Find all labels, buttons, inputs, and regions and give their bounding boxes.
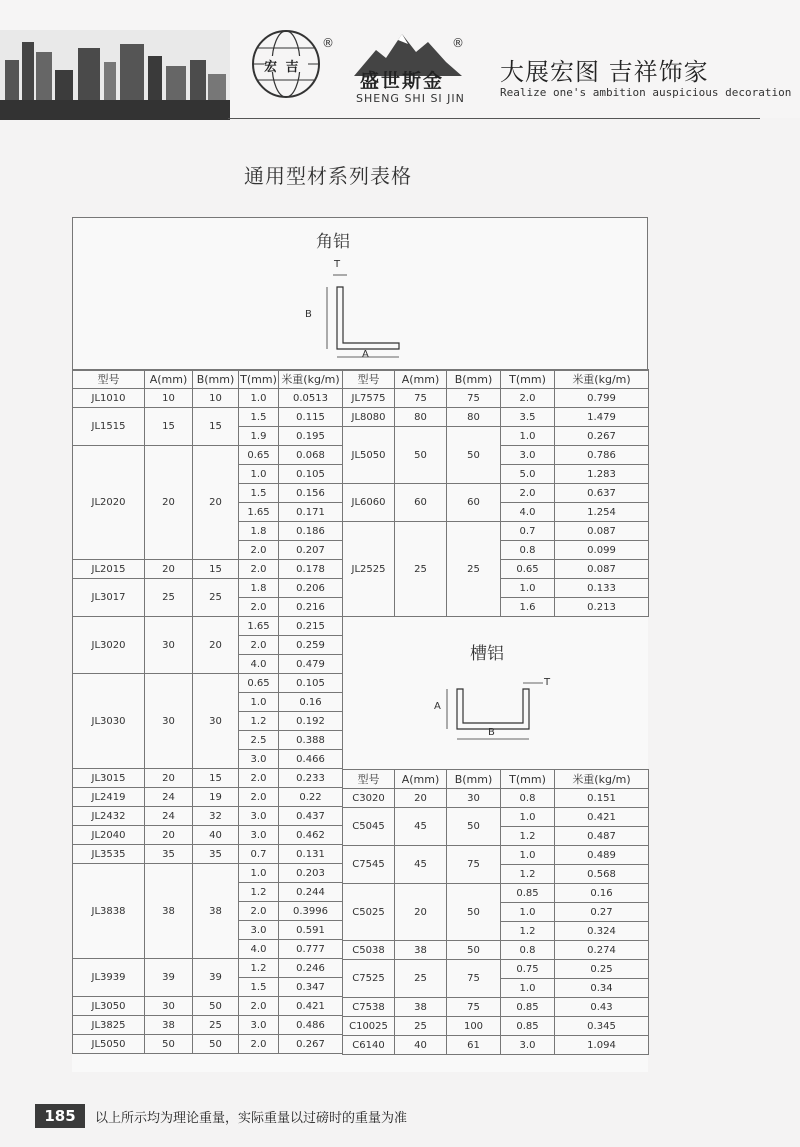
- cell-t: 0.85: [501, 884, 555, 903]
- cell-w: 0.131: [279, 845, 343, 864]
- column-header: 型号: [343, 370, 395, 389]
- cell-model: JL3050: [73, 997, 145, 1016]
- cell-t: 1.2: [501, 865, 555, 884]
- cell-model: JL8080: [343, 408, 395, 427]
- cell-t: 1.0: [501, 579, 555, 598]
- cell-w: 0.466: [279, 750, 343, 769]
- cell-w: 0.233: [279, 769, 343, 788]
- column-header: 米重(kg/m): [555, 370, 649, 389]
- column-header: T(mm): [239, 370, 279, 389]
- cell-t: 4.0: [501, 503, 555, 522]
- table-row: [343, 484, 649, 503]
- cell-a: 80: [395, 408, 447, 427]
- cell-a: 45: [395, 846, 447, 884]
- cell-w: 0.43: [555, 998, 649, 1017]
- cell-w: 0.462: [279, 826, 343, 845]
- cell-w: 0.16: [555, 884, 649, 903]
- cell-w: 0.591: [279, 921, 343, 940]
- cell-w: 1.283: [555, 465, 649, 484]
- page-footer: [35, 1104, 800, 1128]
- cell-t: 2.0: [239, 598, 279, 617]
- cell-t: 2.0: [239, 788, 279, 807]
- cell-w: 0.186: [279, 522, 343, 541]
- table-row: [343, 408, 649, 427]
- table-row: [73, 674, 343, 693]
- cell-w: 0.178: [279, 560, 343, 579]
- cell-b: 30: [447, 789, 501, 808]
- cell-a: 20: [395, 789, 447, 808]
- column-header: A(mm): [395, 370, 447, 389]
- table-row: [73, 389, 343, 408]
- cell-w: 0.206: [279, 579, 343, 598]
- cell-model: C3020: [343, 789, 395, 808]
- cell-t: 3.0: [239, 1016, 279, 1035]
- cell-model: C7545: [343, 846, 395, 884]
- cell-w: 1.479: [555, 408, 649, 427]
- cell-b: 75: [447, 846, 501, 884]
- cell-a: 38: [145, 864, 193, 959]
- cell-t: 3.0: [239, 826, 279, 845]
- cell-a: 10: [145, 389, 193, 408]
- cell-model: JL5050: [73, 1035, 145, 1054]
- cell-w: 0.213: [555, 598, 649, 617]
- table-row: [343, 846, 649, 865]
- cell-w: 0.195: [279, 427, 343, 446]
- cell-b: 15: [193, 769, 239, 788]
- profile-sheet: [72, 217, 648, 1072]
- cell-t: 4.0: [239, 940, 279, 959]
- cell-w: 0.203: [279, 864, 343, 883]
- cell-t: 1.2: [501, 827, 555, 846]
- cell-t: 1.8: [239, 579, 279, 598]
- channel-section-title: 槽铝: [470, 644, 504, 664]
- cell-model: C5045: [343, 808, 395, 846]
- column-header: 型号: [343, 770, 395, 789]
- cell-w: 0.244: [279, 883, 343, 902]
- cell-w: 0.274: [555, 941, 649, 960]
- cell-b: 19: [193, 788, 239, 807]
- cell-t: 0.7: [501, 522, 555, 541]
- page-header: [0, 0, 800, 118]
- cell-t: 3.0: [501, 1036, 555, 1055]
- cell-a: 20: [145, 769, 193, 788]
- cell-t: 3.0: [239, 921, 279, 940]
- cell-b: 75: [447, 998, 501, 1017]
- cell-t: 1.0: [239, 693, 279, 712]
- page-title: 通用型材系列表格: [244, 164, 412, 188]
- cell-b: 80: [447, 408, 501, 427]
- cell-b: 40: [193, 826, 239, 845]
- cell-a: 20: [145, 446, 193, 560]
- table-row: [73, 408, 343, 427]
- cell-w: 0.568: [555, 865, 649, 884]
- cell-model: JL7575: [343, 389, 395, 408]
- channel-dim-a: A: [434, 701, 441, 712]
- cell-t: 3.0: [239, 807, 279, 826]
- cell-w: 0.087: [555, 522, 649, 541]
- cell-b: 50: [447, 427, 501, 484]
- cell-w: 0.115: [279, 408, 343, 427]
- cell-a: 20: [145, 560, 193, 579]
- cell-t: 1.0: [239, 864, 279, 883]
- channel-dim-t: T: [544, 677, 551, 688]
- slogan-en: Realize one's ambition auspicious decoration: [500, 86, 792, 99]
- column-header: 米重(kg/m): [279, 370, 343, 389]
- cell-t: 1.0: [501, 979, 555, 998]
- cell-t: 1.65: [239, 617, 279, 636]
- cell-b: 39: [193, 959, 239, 997]
- cell-w: 0.786: [555, 446, 649, 465]
- cell-w: 0.777: [279, 940, 343, 959]
- cell-model: JL5050: [343, 427, 395, 484]
- cell-b: 25: [447, 522, 501, 617]
- cell-a: 50: [145, 1035, 193, 1054]
- cell-t: 2.0: [239, 769, 279, 788]
- cell-w: 0.0513: [279, 389, 343, 408]
- cell-t: 2.0: [239, 902, 279, 921]
- angle-dim-t: T: [334, 259, 341, 270]
- cell-w: 0.105: [279, 465, 343, 484]
- table-header-row: [73, 370, 343, 389]
- cell-b: 32: [193, 807, 239, 826]
- cell-t: 1.9: [239, 427, 279, 446]
- cell-b: 38: [193, 864, 239, 959]
- cell-t: 1.2: [501, 922, 555, 941]
- cell-w: 0.087: [555, 560, 649, 579]
- cell-w: 0.22: [279, 788, 343, 807]
- cell-model: C7538: [343, 998, 395, 1017]
- cell-w: 0.215: [279, 617, 343, 636]
- cell-t: 0.85: [501, 1017, 555, 1036]
- cell-w: 0.421: [279, 997, 343, 1016]
- cell-t: 2.0: [239, 541, 279, 560]
- cell-w: 0.347: [279, 978, 343, 997]
- cell-model: C5025: [343, 884, 395, 941]
- cell-a: 20: [145, 826, 193, 845]
- cell-a: 45: [395, 808, 447, 846]
- cell-t: 0.8: [501, 941, 555, 960]
- cell-t: 2.0: [501, 389, 555, 408]
- cell-t: 1.0: [239, 389, 279, 408]
- cell-t: 1.8: [239, 522, 279, 541]
- cell-a: 24: [145, 788, 193, 807]
- cell-t: 2.0: [239, 636, 279, 655]
- cell-w: 1.254: [555, 503, 649, 522]
- hongji-logo-text: 宏 吉: [264, 60, 301, 75]
- cell-w: 0.487: [555, 827, 649, 846]
- cell-w: 0.267: [279, 1035, 343, 1054]
- angle-profile-diagram: [297, 257, 407, 367]
- cell-w: 0.151: [555, 789, 649, 808]
- cell-t: 0.75: [501, 960, 555, 979]
- cell-w: 1.094: [555, 1036, 649, 1055]
- cell-model: C10025: [343, 1017, 395, 1036]
- cell-b: 10: [193, 389, 239, 408]
- cell-model: C5038: [343, 941, 395, 960]
- cell-b: 50: [447, 808, 501, 846]
- cell-t: 1.2: [239, 712, 279, 731]
- cell-w: 0.421: [555, 808, 649, 827]
- cell-t: 3.5: [501, 408, 555, 427]
- cell-b: 30: [193, 674, 239, 769]
- column-header: T(mm): [501, 370, 555, 389]
- column-header: B(mm): [447, 370, 501, 389]
- table-row: [343, 522, 649, 541]
- column-header: B(mm): [447, 770, 501, 789]
- table-row: [343, 960, 649, 979]
- column-header: 型号: [73, 370, 145, 389]
- cell-t: 2.0: [239, 1035, 279, 1054]
- table-row: [343, 1017, 649, 1036]
- cell-model: JL2432: [73, 807, 145, 826]
- slogan-cn: 大展宏图 吉祥饰家: [500, 58, 709, 86]
- cell-t: 1.5: [239, 978, 279, 997]
- table-row: [343, 941, 649, 960]
- table-header-row: [343, 770, 649, 789]
- cell-w: 0.171: [279, 503, 343, 522]
- cell-w: 0.637: [555, 484, 649, 503]
- cell-a: 35: [145, 845, 193, 864]
- cell-a: 39: [145, 959, 193, 997]
- cell-model: JL3838: [73, 864, 145, 959]
- table-header-row: [343, 370, 649, 389]
- table-row: [343, 389, 649, 408]
- cell-w: 0.345: [555, 1017, 649, 1036]
- table-row: [343, 427, 649, 446]
- cell-t: 0.7: [239, 845, 279, 864]
- table-row: [73, 446, 343, 465]
- cell-a: 38: [395, 941, 447, 960]
- column-header: 米重(kg/m): [555, 770, 649, 789]
- channel-table: [342, 769, 649, 1055]
- cell-model: C7525: [343, 960, 395, 998]
- weight-footnote: 以上所示均为理论重量，实际重量以过磅时的重量为准: [95, 1111, 408, 1126]
- table-row: [73, 807, 343, 826]
- table-row: [73, 788, 343, 807]
- cell-a: 75: [395, 389, 447, 408]
- cell-a: 25: [145, 579, 193, 617]
- cell-a: 30: [145, 617, 193, 674]
- cell-b: 75: [447, 389, 501, 408]
- header-divider: [228, 118, 760, 119]
- cell-w: 0.246: [279, 959, 343, 978]
- cell-t: 2.0: [239, 560, 279, 579]
- table-row: [73, 579, 343, 598]
- cell-a: 40: [395, 1036, 447, 1055]
- cell-model: JL3020: [73, 617, 145, 674]
- table-row: [73, 864, 343, 883]
- table-row: [343, 808, 649, 827]
- table-row: [73, 560, 343, 579]
- cell-model: JL1515: [73, 408, 145, 446]
- table-row: [343, 1036, 649, 1055]
- cell-a: 24: [145, 807, 193, 826]
- cell-t: 1.6: [501, 598, 555, 617]
- cell-w: 0.16: [279, 693, 343, 712]
- cell-model: JL6060: [343, 484, 395, 522]
- cell-t: 1.5: [239, 484, 279, 503]
- cell-t: 2.0: [239, 997, 279, 1016]
- cell-w: 0.099: [555, 541, 649, 560]
- cell-w: 0.34: [555, 979, 649, 998]
- cell-a: 20: [395, 884, 447, 941]
- cell-t: 0.8: [501, 789, 555, 808]
- angle-table-left: [72, 369, 343, 1054]
- cell-b: 75: [447, 960, 501, 998]
- cell-t: 1.0: [501, 903, 555, 922]
- cell-b: 20: [193, 617, 239, 674]
- column-header: B(mm): [193, 370, 239, 389]
- column-header: A(mm): [395, 770, 447, 789]
- cell-t: 1.0: [501, 846, 555, 865]
- table-row: [73, 617, 343, 636]
- cell-t: 5.0: [501, 465, 555, 484]
- cell-model: JL1010: [73, 389, 145, 408]
- cell-w: 0.388: [279, 731, 343, 750]
- cell-t: 0.8: [501, 541, 555, 560]
- cell-w: 0.3996: [279, 902, 343, 921]
- cell-b: 50: [447, 884, 501, 941]
- cell-b: 100: [447, 1017, 501, 1036]
- cell-model: C6140: [343, 1036, 395, 1055]
- cell-a: 25: [395, 522, 447, 617]
- cell-model: JL3030: [73, 674, 145, 769]
- cell-a: 50: [395, 427, 447, 484]
- cell-t: 3.0: [239, 750, 279, 769]
- cell-w: 0.324: [555, 922, 649, 941]
- cell-w: 0.105: [279, 674, 343, 693]
- cell-t: 0.65: [239, 446, 279, 465]
- cell-w: 0.479: [279, 655, 343, 674]
- cell-w: 0.207: [279, 541, 343, 560]
- cell-a: 30: [145, 997, 193, 1016]
- cell-t: 1.0: [239, 465, 279, 484]
- cell-b: 25: [193, 1016, 239, 1035]
- cell-w: 0.25: [555, 960, 649, 979]
- table-row: [73, 1035, 343, 1054]
- cell-model: JL2040: [73, 826, 145, 845]
- cell-b: 61: [447, 1036, 501, 1055]
- cell-w: 0.068: [279, 446, 343, 465]
- cell-a: 25: [395, 1017, 447, 1036]
- cell-t: 1.2: [239, 959, 279, 978]
- angle-section-title: 角铝: [316, 232, 350, 252]
- cell-model: JL2419: [73, 788, 145, 807]
- angle-table-right: [342, 369, 649, 617]
- cell-model: JL3825: [73, 1016, 145, 1035]
- table-row: [343, 998, 649, 1017]
- cell-w: 0.799: [555, 389, 649, 408]
- cell-b: 60: [447, 484, 501, 522]
- cell-w: 0.133: [555, 579, 649, 598]
- cell-a: 15: [145, 408, 193, 446]
- cell-w: 0.27: [555, 903, 649, 922]
- cell-t: 0.65: [501, 560, 555, 579]
- cell-t: 2.0: [501, 484, 555, 503]
- registered-mark: ®: [322, 36, 334, 50]
- cell-t: 1.5: [239, 408, 279, 427]
- cell-b: 50: [447, 941, 501, 960]
- cell-w: 0.486: [279, 1016, 343, 1035]
- table-row: [343, 884, 649, 903]
- cell-t: 1.2: [239, 883, 279, 902]
- cell-w: 0.259: [279, 636, 343, 655]
- cell-t: 1.65: [239, 503, 279, 522]
- cell-t: 4.0: [239, 655, 279, 674]
- cell-b: 15: [193, 408, 239, 446]
- cell-w: 0.437: [279, 807, 343, 826]
- table-row: [73, 845, 343, 864]
- cell-model: JL2525: [343, 522, 395, 617]
- cell-t: 0.65: [239, 674, 279, 693]
- column-header: T(mm): [501, 770, 555, 789]
- cell-a: 30: [145, 674, 193, 769]
- cell-t: 3.0: [501, 446, 555, 465]
- cell-model: JL2020: [73, 446, 145, 560]
- brand-name-en: SHENG SHI SI JIN: [356, 92, 465, 105]
- cell-b: 50: [193, 1035, 239, 1054]
- cell-a: 25: [395, 960, 447, 998]
- cell-w: 0.216: [279, 598, 343, 617]
- cell-b: 50: [193, 997, 239, 1016]
- cell-t: 2.5: [239, 731, 279, 750]
- cell-model: JL2015: [73, 560, 145, 579]
- cell-a: 38: [395, 998, 447, 1017]
- table-row: [73, 1016, 343, 1035]
- angle-dim-b: B: [305, 309, 312, 320]
- cell-t: 1.0: [501, 427, 555, 446]
- cell-w: 0.489: [555, 846, 649, 865]
- table-row: [73, 997, 343, 1016]
- angle-dim-a: A: [362, 349, 369, 360]
- column-header: A(mm): [145, 370, 193, 389]
- registered-mark-2: ®: [452, 36, 464, 50]
- cell-t: 1.0: [501, 808, 555, 827]
- cell-b: 20: [193, 446, 239, 560]
- cell-a: 38: [145, 1016, 193, 1035]
- cell-w: 0.267: [555, 427, 649, 446]
- cell-w: 0.156: [279, 484, 343, 503]
- city-skyline-image: [0, 30, 230, 120]
- table-row: [73, 959, 343, 978]
- page-number: 185: [35, 1104, 85, 1128]
- cell-b: 15: [193, 560, 239, 579]
- channel-dim-b: B: [488, 727, 495, 738]
- cell-a: 60: [395, 484, 447, 522]
- cell-model: JL3535: [73, 845, 145, 864]
- table-row: [73, 826, 343, 845]
- cell-t: 0.85: [501, 998, 555, 1017]
- brand-name-cn: 盛世斯金: [360, 70, 445, 92]
- cell-model: JL3939: [73, 959, 145, 997]
- cell-b: 35: [193, 845, 239, 864]
- cell-b: 25: [193, 579, 239, 617]
- table-row: [343, 789, 649, 808]
- cell-model: JL3017: [73, 579, 145, 617]
- cell-model: JL3015: [73, 769, 145, 788]
- cell-w: 0.192: [279, 712, 343, 731]
- table-row: [73, 769, 343, 788]
